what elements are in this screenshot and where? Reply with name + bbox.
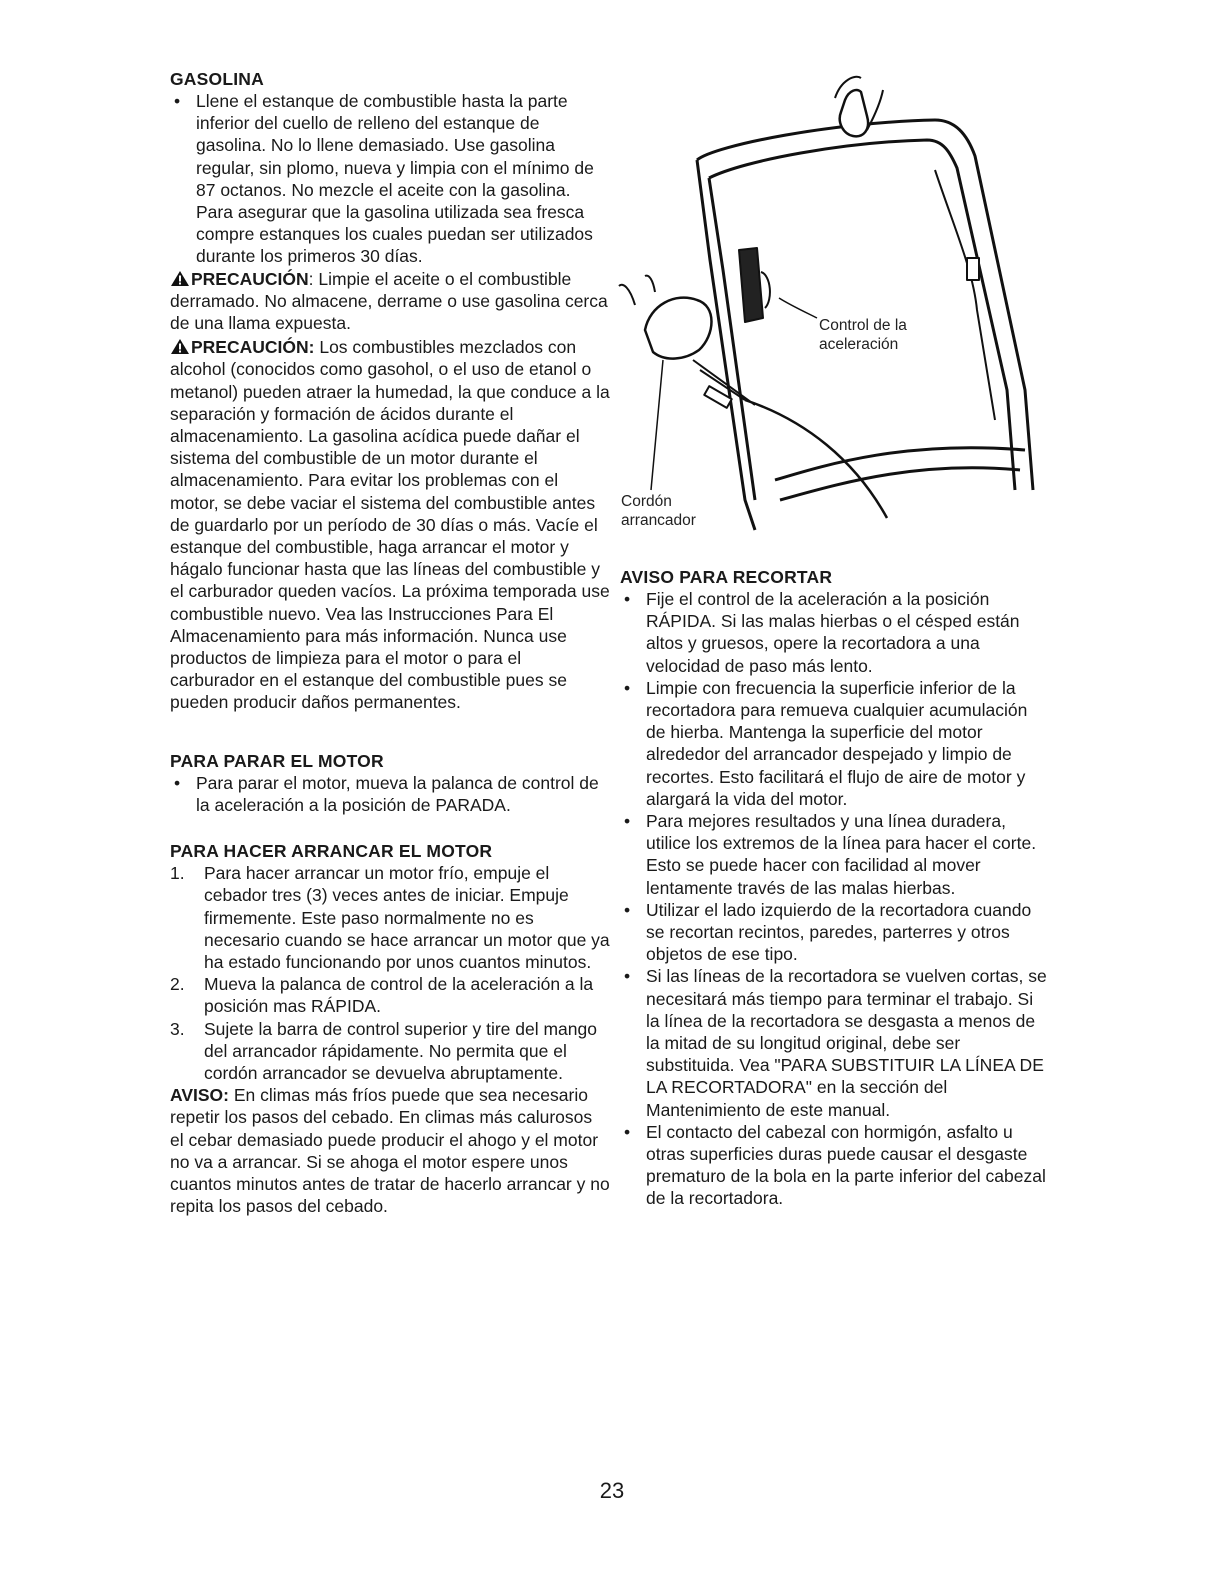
step-text: Sujete la barra de control superior y tire del mango del arrancador rápidamente. No permita que el cordón arrancador se devuelva abruptamente. xyxy=(204,1018,597,1083)
page-number: 23 xyxy=(599,1478,625,1503)
arrancar-step xyxy=(170,973,610,1017)
step-number: 2. xyxy=(170,974,185,995)
starter-cord-label xyxy=(621,492,696,530)
throttle-label-line-1: Control de la xyxy=(819,317,907,334)
step-text: Mueva la palanca de control de la aceleración a la posición mas RÁPIDA. xyxy=(204,974,594,1017)
arrancar-steps xyxy=(170,862,610,1084)
warning-triangle-icon xyxy=(170,270,190,287)
gasolina-heading: GASOLINA xyxy=(170,69,264,89)
recortar-heading: AVISO PARA RECORTAR xyxy=(620,567,833,587)
arrancar-heading: PARA HACER ARRANCAR EL MOTOR xyxy=(170,841,493,862)
aviso-note xyxy=(170,1084,610,1217)
recortar-bullet: • Limpie con frecuencia la superficie inferior de la recortadora para remueva cualquier acumulación de hierba. Mantenga la superficie del motor alrededor del arrancador despejado y limpio de recortes. Esto facilitará el flujo de aire de motor y alargará la vida del motor. xyxy=(620,677,1050,810)
gasolina-bullet: • Llene el estanque de combustible hasta la parte inferior del cuello de relleno del estanque de gasolina. No lo llene demasiado. Use gasolina regular, sin plomo, nueva y limpia con el mínimo de 87 octanos. No mezcle el aceite con la gasolina. Para asegurar que la gasolina utilizada sea fresca compre estanques los cuales puedan ser utilizados durante los primeros 30 días. xyxy=(170,90,610,268)
aviso-label: AVISO: xyxy=(170,1085,229,1106)
warning-1 xyxy=(170,268,610,335)
starter-cord-label-line-2: arrancador xyxy=(621,512,696,529)
parar-list xyxy=(170,772,610,816)
arrancar-step xyxy=(170,1018,610,1085)
recortar-list xyxy=(620,588,1050,1210)
step-number: 1. xyxy=(170,863,185,884)
right-column xyxy=(620,566,1050,1210)
gasolina-list xyxy=(170,90,610,268)
throttle-label-line-2: aceleración xyxy=(819,336,899,353)
step-text: Para hacer arrancar un motor frío, empuje el cebador tres (3) veces antes de iniciar. Empuje firmemente. Este paso normalmente no es necesario cuando se hace arrancar un motor que ya ha estado funcionando por unos cuantos minutos. xyxy=(204,863,610,972)
recortar-bullet: • Utilizar el lado izquierdo de la recortadora cuando se recortan recintos, paredes, parterres y otros objetos de ese tipo. xyxy=(620,899,1050,966)
left-column xyxy=(170,68,610,1217)
recortar-bullet: • Fije el control de la aceleración a la posición RÁPIDA. Si las malas hierbas o el césped están altos y gruesos, opere la recortadora a una velocidad de paso más lento. xyxy=(620,588,1050,677)
recortar-bullet: • Si las líneas de la recortadora se vuelven cortas, se necesitará más tiempo para terminar el trabajo. Si la línea de la recortadora se desgasta a menos de la mitad de su longitud original, debe ser substituida. Vea "PARA SUBSTITUIR LA LÍNEA DE LA RECORTADORA" en la sección del Mantenimiento de este manual. xyxy=(620,965,1050,1120)
aviso-text: En climas más fríos puede que sea necesario repetir los pasos del cebado. En climas más calurosos el cebar demasiado puede producir el ahogo y el motor no va a arrancar. Si se ahoga el motor espere unos cuantos minutos antes de tratar de hacerlo arrancar y no repita los pasos del cebado. xyxy=(170,1085,610,1217)
recortar-bullet: • Para mejores resultados y una línea duradera, utilice los extremos de la línea para hacer el corte. Esto se puede hacer con facilidad al mover lentamente través de las malas hierbas. xyxy=(620,810,1050,899)
mower-handle-illustration xyxy=(605,60,1055,535)
step-number: 3. xyxy=(170,1018,185,1039)
warning-1-text: : Limpie el aceite o el combustible derramado. No almacene, derrame o use gasolina cerca de una llama expuesta. xyxy=(170,268,608,334)
parar-heading: PARA PARAR EL MOTOR xyxy=(170,750,384,771)
throttle-label xyxy=(819,316,907,354)
recortar-bullet: • El contacto del cabezal con hormigón, asfalto u otras superficies duras puede causar el desgaste prematuro de la bola en la parte inferior del cabezal de la recortadora. xyxy=(620,1121,1050,1210)
warning-triangle-icon xyxy=(170,338,190,355)
warning-1-label: PRECAUCIÓN xyxy=(191,268,309,289)
warning-2 xyxy=(170,336,610,713)
handle-drawing xyxy=(605,60,1055,535)
warning-2-label: PRECAUCIÓN: xyxy=(191,337,315,358)
parar-bullet: • Para parar el motor, mueva la palanca de control de la aceleración a la posición de PARADA. xyxy=(170,772,610,816)
arrancar-step xyxy=(170,862,610,973)
warning-2-text: Los combustibles mezclados con alcohol (conocidos como gasohol, o el uso de etanol o metanol) pueden atraer la humedad, la que conduce a la separación y formación de ácidos durante el almacenamiento. La gasolina acídica puede dañar el sistema del combustible de un motor durante el almacenamiento. Para evitar los problemas con el motor, se debe vaciar el sistema del combustible antes de guardarlo por un período de 30 días o más. Vacíe el estanque del combustible, haga arrancar el motor y hágalo funcionar hasta que las líneas del combustible y el carburador queden vacíos. La próxima temporada use combustible nuevo. Vea las Instrucciones Para El Almacenamiento para más información. Nunca use productos de limpieza para el motor o para el carburador en el estanque del combustible pues se pueden producir daños permanentes. xyxy=(170,337,610,713)
starter-cord-label-line-1: Cordón xyxy=(621,493,672,510)
